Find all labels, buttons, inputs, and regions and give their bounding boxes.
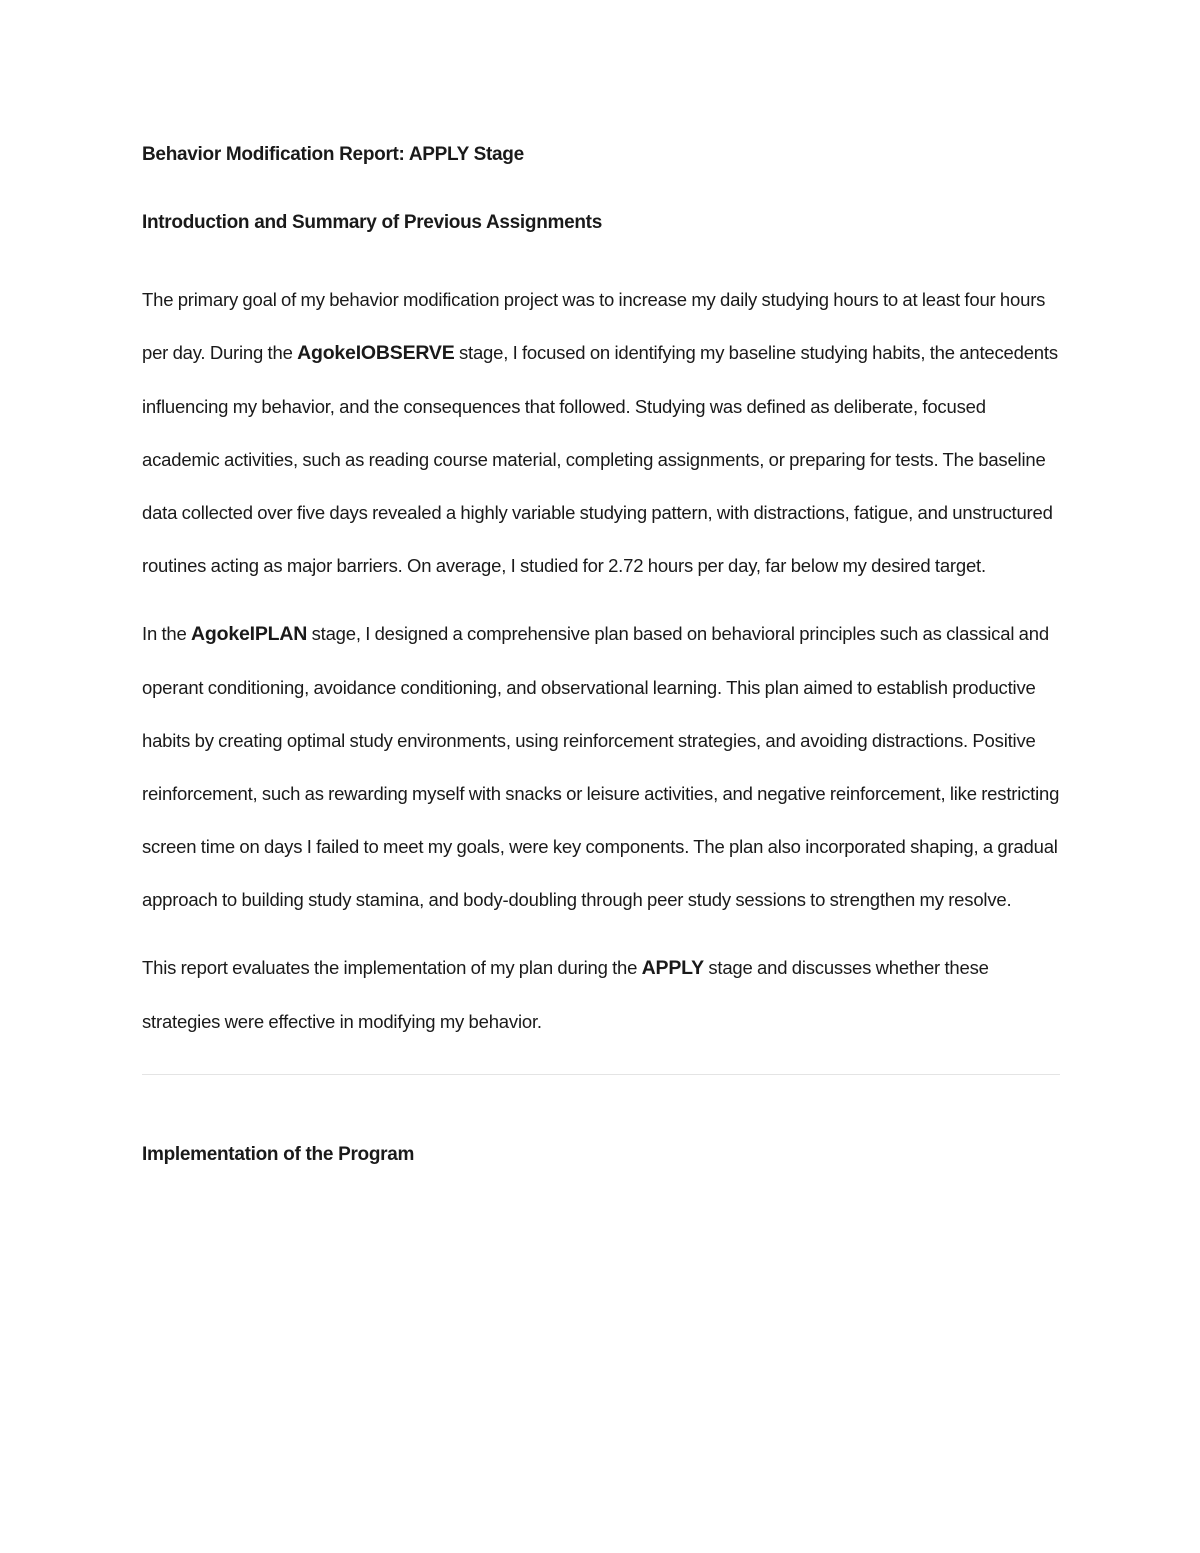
report-title: Behavior Modification Report: APPLY Stage — [142, 144, 524, 165]
document-page — [142, 140, 1060, 1170]
intro-heading: Introduction and Summary of Previous Assignments — [142, 212, 602, 233]
paragraph-text: stage, I focused on identifying my baseline studying habits, the antecedents influencing my behavior, and the consequences that followed. Studying was defined as deliberate, focused academic activities, such as reading course material, completing assignments, or preparing for tests. The baseline data collected over five days revealed a highly variable studying pattern, with distractions, fatigue, and unstructured routines acting as major barriers. On average, I studied for 2.72 hours per day, far below my desired target. — [142, 342, 1058, 576]
stage-name-plan: AgokeIPLAN — [191, 623, 308, 645]
section-divider — [142, 1074, 1060, 1075]
paragraph-text: This report evaluates the implementation of my plan during the — [142, 957, 642, 978]
stage-name-observe: AgokeIOBSERVE — [297, 342, 455, 364]
paragraph-apply-intro — [142, 941, 1060, 1048]
paragraph-text: stage and discusses whether these strategies were effective in modifying my behavior. — [142, 957, 989, 1032]
paragraph-text: stage, I designed a comprehensive plan based on behavioral principles such as classical and operant conditioning, avoidance conditioning, and observational learning. This plan aimed to establish productive habits by creating optimal study environments, using reinforcement strategies, and avoiding distractions. Positive reinforcement, such as rewarding myself with snacks or leisure activities, and negative reinforcement, like restricting screen time on days I failed to meet my goals, were key components. The plan also incorporated shaping, a gradual approach to building study stamina, and body-doubling through peer study sessions to strengthen my resolve. — [142, 623, 1060, 910]
paragraph-text: The primary goal of my behavior modification project was to increase my daily studying hours to at least four hours per day. During the — [142, 289, 1046, 363]
implementation-heading: Implementation of the Program — [142, 1144, 415, 1165]
paragraph-text: In the — [142, 623, 192, 644]
paragraph-observe-summary — [142, 273, 1060, 592]
stage-name-apply: APPLY — [641, 957, 704, 979]
paragraph-plan-summary — [142, 607, 1060, 926]
